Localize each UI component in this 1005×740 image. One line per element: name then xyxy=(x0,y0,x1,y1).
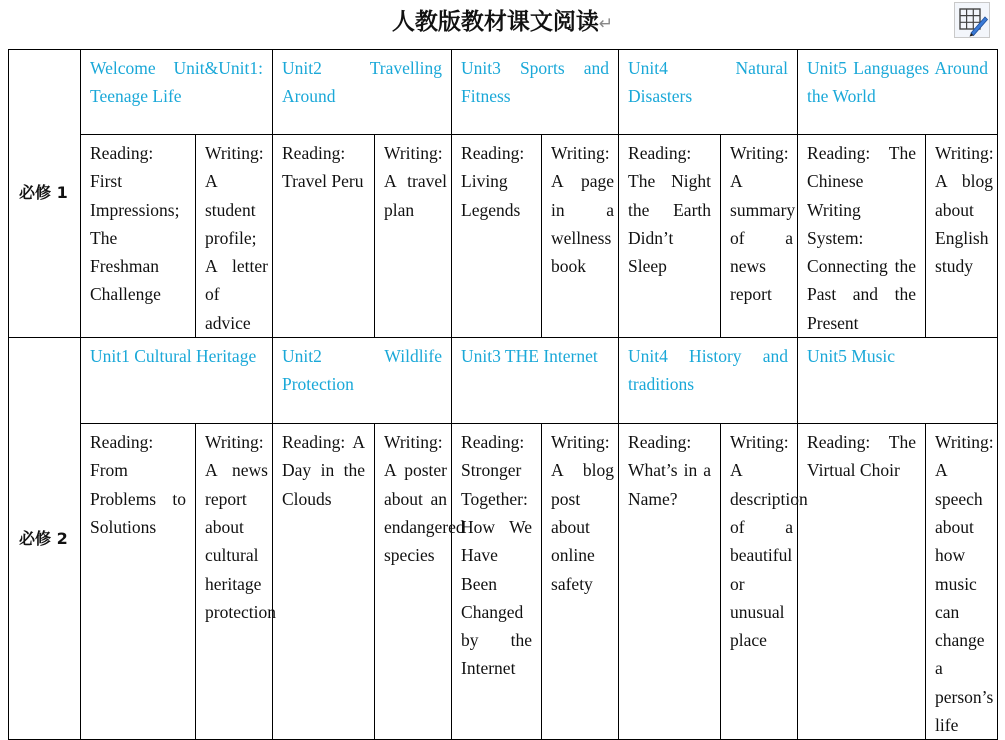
unit-title-cell: Unit2 Travelling Around xyxy=(273,50,452,135)
semester-label: 必修 1 xyxy=(9,50,81,338)
unit-title-cell: Unit3 THE Internet xyxy=(452,338,619,424)
writing-cell: Writing: A poster about an endangered species xyxy=(375,424,452,740)
writing-cell: Writing: A description of a beautiful or unusual place xyxy=(721,424,798,740)
writing-cell: Writing: A blog about English study xyxy=(926,135,998,338)
writing-cell: Writing: A blog post about online safety xyxy=(542,424,619,740)
writing-cell: Writing: A page in a wellness book xyxy=(542,135,619,338)
document-title xyxy=(0,6,1005,40)
writing-cell: Writing: A speech about how music can change a person’s life xyxy=(926,424,998,740)
reading-cell: Reading: Travel Peru xyxy=(273,135,375,338)
reading-cell: Reading: First Impressions; The Freshman Challenge xyxy=(81,135,196,338)
writing-cell: Writing: A student profile; A letter of advice xyxy=(196,135,273,338)
reading-cell: Reading: Stronger Together: How We Have Been Changed by the Internet xyxy=(452,424,542,740)
content-row-bixiu2 xyxy=(9,424,998,740)
table-move-handle-icon[interactable] xyxy=(954,2,990,38)
reading-cell: Reading: The Night the Earth Didn’t Sleep xyxy=(619,135,721,338)
semester-label: 必修 2 xyxy=(9,338,81,740)
unit-title-cell: Welcome Unit&Unit1: Teenage Life xyxy=(81,50,273,135)
unit-title-cell: Unit3 Sports and Fitness xyxy=(452,50,619,135)
writing-cell: Writing: A travel plan xyxy=(375,135,452,338)
unit-title-cell: Unit4 History and traditions xyxy=(619,338,798,424)
paragraph-mark: ↵ xyxy=(598,14,614,34)
reading-cell: Reading: From Problems to Solutions xyxy=(81,424,196,740)
reading-cell: Reading: The Virtual Choir xyxy=(798,424,926,740)
unit-title-cell: Unit2 Wildlife Protection xyxy=(273,338,452,424)
unit-title-cell: Unit4 Natural Disasters xyxy=(619,50,798,135)
writing-cell: Writing: A news report about cultural heritage protection xyxy=(196,424,273,740)
unit-title-row-bixiu1 xyxy=(9,50,998,135)
reading-cell: Reading: What’s in a Name? xyxy=(619,424,721,740)
unit-title-cell: Unit5 Music xyxy=(798,338,998,424)
unit-title-row-bixiu2 xyxy=(9,338,998,424)
document-title-text: 人教版教材课文阅读 xyxy=(391,9,599,35)
unit-title-cell: Unit1 Cultural Heritage xyxy=(81,338,273,424)
content-row-bixiu1 xyxy=(9,135,998,338)
unit-title-cell: Unit5 Languages Around the World xyxy=(798,50,998,135)
reading-cell: Reading: A Day in the Clouds xyxy=(273,424,375,740)
writing-cell: Writing: A summary of a news report xyxy=(721,135,798,338)
textbook-table xyxy=(8,49,998,740)
reading-cell: Reading: Living Legends xyxy=(452,135,542,338)
reading-cell: Reading: The Chinese Writing System: Connecting the Past and the Present xyxy=(798,135,926,338)
